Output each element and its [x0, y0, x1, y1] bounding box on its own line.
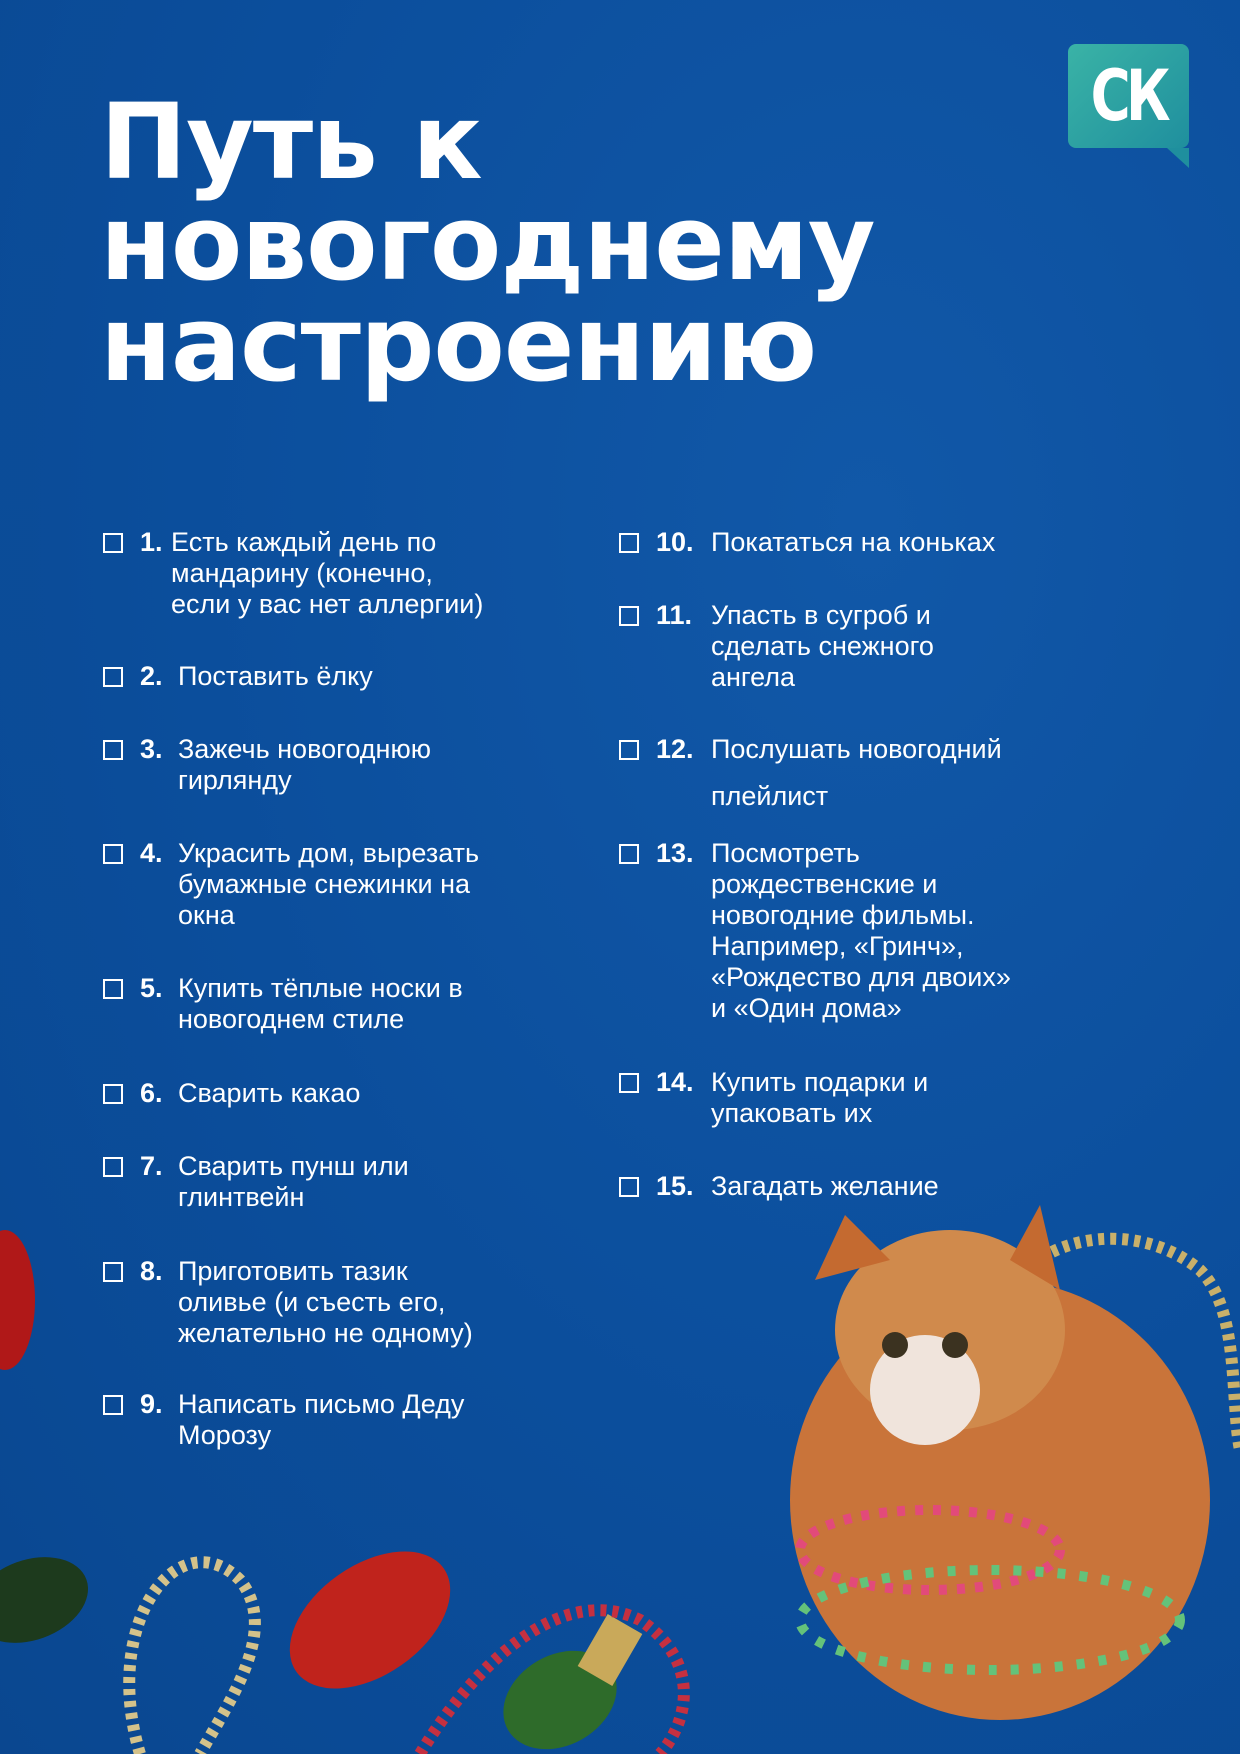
- checkbox[interactable]: [103, 979, 123, 999]
- item-number: 4.: [140, 838, 163, 868]
- item-text-line: Украсить дом, вырезать: [178, 838, 480, 868]
- item-text: [178, 1078, 360, 1109]
- item-text-line: сделать снежного: [711, 631, 934, 661]
- bead-garland: [129, 1562, 255, 1754]
- checkbox[interactable]: [103, 533, 123, 553]
- item-text-line: «Рождество для двоих»: [711, 962, 1011, 992]
- item-text-line: желательно не одному): [178, 1318, 473, 1348]
- title-line: новогоднему: [100, 182, 875, 304]
- item-number: 9.: [140, 1389, 163, 1419]
- checkbox[interactable]: [619, 606, 639, 626]
- item-text-line: оливье (и съесть его,: [178, 1287, 446, 1317]
- item-text-line: Загадать желание: [711, 1171, 939, 1201]
- item-text-line: плейлист: [711, 781, 829, 811]
- item-text-line: новогодние фильмы.: [711, 900, 975, 930]
- item-text-line: Сварить какао: [178, 1078, 361, 1108]
- item-text-line: Купить подарки и: [711, 1067, 929, 1097]
- item-text-line: ангела: [711, 662, 796, 692]
- checkbox[interactable]: [103, 1157, 123, 1177]
- item-text-line: гирлянду: [178, 765, 292, 795]
- item-text: [178, 838, 479, 931]
- item-text-line: Например, «Гринч»,: [711, 931, 964, 961]
- green-bulb-icon: [0, 1542, 100, 1658]
- item-text: [711, 1067, 928, 1129]
- item-text-line: и «Один дома»: [711, 993, 902, 1023]
- item-text-line: новогоднем стиле: [178, 1004, 405, 1034]
- checkbox[interactable]: [103, 1084, 123, 1104]
- item-number: 13.: [656, 838, 694, 868]
- item-text-line: мандарину (конечно,: [171, 558, 433, 588]
- item-text: [171, 527, 483, 620]
- title-line: настроению: [100, 283, 817, 405]
- checkbox[interactable]: [619, 533, 639, 553]
- item-text: [178, 734, 431, 796]
- item-text-line: рождественские и: [711, 869, 938, 899]
- item-number: 8.: [140, 1256, 163, 1286]
- checkbox[interactable]: [103, 740, 123, 760]
- item-text-line: Написать письмо Деду: [178, 1389, 465, 1419]
- title-line: Путь к: [100, 81, 482, 203]
- item-number: 12.: [656, 734, 694, 764]
- item-text-line: Сварить пунш или: [178, 1151, 409, 1181]
- item-text-line: Морозу: [178, 1420, 272, 1450]
- christmas-lights-decoration: [0, 1200, 1240, 1754]
- item-text-line: Покататься на коньках: [711, 527, 996, 557]
- item-number: 11.: [656, 600, 693, 630]
- item-text-line: Упасть в сугроб и: [711, 600, 931, 630]
- item-number: 2.: [140, 661, 163, 691]
- checkbox[interactable]: [103, 667, 123, 687]
- item-text-line: Поставить ёлку: [178, 661, 373, 691]
- item-text: [711, 600, 934, 693]
- page-title: [100, 81, 875, 405]
- checkbox[interactable]: [619, 740, 639, 760]
- item-text-line: если у вас нет аллергии): [171, 589, 484, 619]
- item-number: 6.: [140, 1078, 163, 1108]
- item-number: 10.: [656, 527, 694, 557]
- item-text-line: Зажечь новогоднюю: [178, 734, 431, 764]
- item-text-line: бумажные снежинки на: [178, 869, 471, 899]
- item-text: [711, 527, 995, 558]
- item-number: 3.: [140, 734, 163, 764]
- logo-text: СК: [1090, 55, 1167, 137]
- item-text: [711, 1171, 939, 1202]
- item-text-line: Послушать новогодний: [711, 734, 1002, 764]
- item-text: [178, 973, 463, 1035]
- checkbox[interactable]: [619, 844, 639, 864]
- item-text-line: Купить тёплые носки в: [178, 973, 463, 1003]
- sk-logo: [1068, 44, 1189, 148]
- checkbox[interactable]: [619, 1177, 639, 1197]
- item-number: 14.: [656, 1067, 694, 1097]
- item-number: 15.: [656, 1171, 694, 1201]
- item-text-line: Есть каждый день по: [171, 527, 437, 557]
- cat-photo: [790, 1205, 1210, 1720]
- item-text-line: упаковать их: [711, 1098, 873, 1128]
- item-text: [178, 661, 373, 692]
- red-bulb-icon: [0, 1230, 35, 1370]
- item-text-line: окна: [178, 900, 235, 930]
- checkbox[interactable]: [103, 844, 123, 864]
- item-number: 5.: [140, 973, 163, 1003]
- item-text-line: Приготовить тазик: [178, 1256, 408, 1286]
- item-text-line: глинтвейн: [178, 1182, 305, 1212]
- item-text: [711, 734, 1002, 812]
- red-bulb-icon: [265, 1523, 476, 1716]
- item-text: [711, 838, 1011, 1024]
- checkbox[interactable]: [619, 1073, 639, 1093]
- item-text-line: Посмотреть: [711, 838, 860, 868]
- item-number: 1.: [140, 527, 163, 557]
- item-number: 7.: [140, 1151, 163, 1181]
